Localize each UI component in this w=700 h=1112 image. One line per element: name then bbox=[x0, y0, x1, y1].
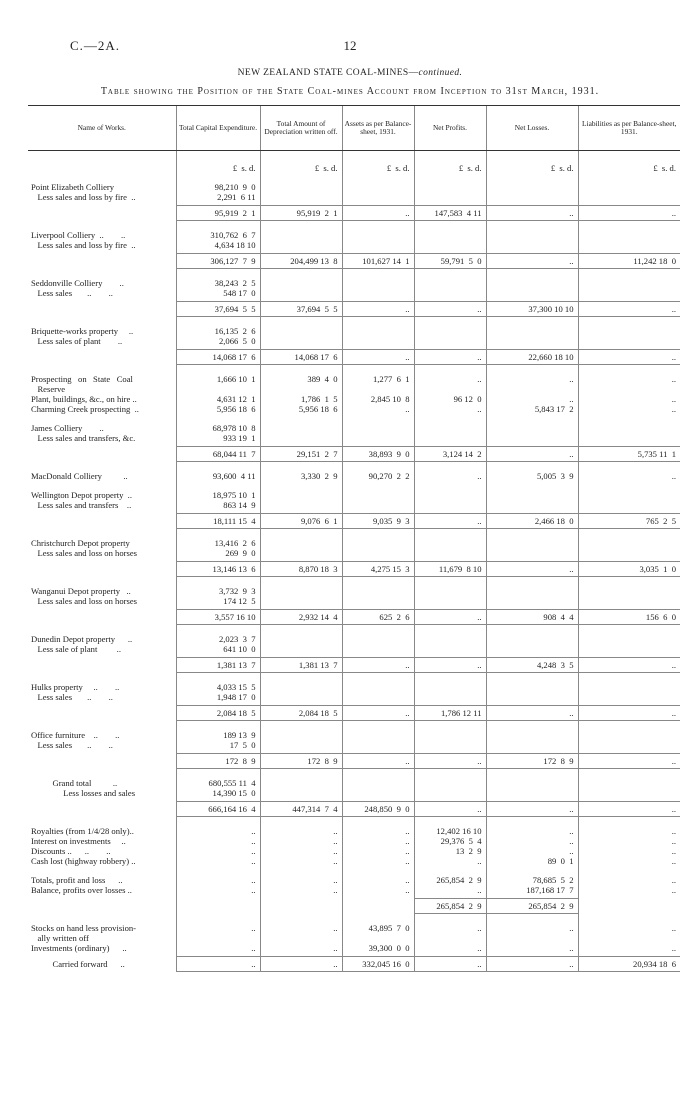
value-cell: .. .. bbox=[414, 923, 486, 953]
value-cell: 625 2 6 bbox=[342, 610, 414, 625]
value-cell bbox=[486, 682, 578, 702]
value-cell: 37,694 5 5 bbox=[260, 302, 342, 317]
value-cell: .. .. .. bbox=[578, 374, 680, 414]
value-cell: 447,314 7 4 bbox=[260, 802, 342, 817]
row-name bbox=[28, 350, 176, 365]
value-cell: .. bbox=[414, 754, 486, 769]
row-name bbox=[28, 610, 176, 625]
page-number: 12 bbox=[343, 38, 357, 53]
row-spacer bbox=[28, 462, 680, 471]
row-name: Seddonville Colliery .. Less sales .. .. bbox=[31, 277, 124, 298]
value-cell bbox=[414, 490, 486, 510]
value-cell bbox=[578, 586, 680, 606]
item-row bbox=[28, 778, 680, 798]
value-cell bbox=[486, 538, 578, 558]
item-row bbox=[28, 278, 680, 298]
document-title: NEW ZEALAND STATE COAL-MINES—continued. bbox=[237, 68, 463, 78]
value-cell bbox=[414, 730, 486, 750]
table-caption: Table showing the Position of the State Coal-mines Account from Inception to 31st March, 1931. bbox=[100, 86, 600, 97]
value-cell: .. .. bbox=[578, 875, 680, 895]
row-name: Dunedin Depot property .. Less sale of plant .. bbox=[31, 633, 133, 654]
subtotal-row bbox=[28, 610, 680, 625]
row-spacer bbox=[28, 365, 680, 374]
value-cell: 11,242 18 0 bbox=[578, 254, 680, 269]
value-cell: 2,932 14 4 bbox=[260, 610, 342, 625]
subtotal-row bbox=[28, 899, 680, 914]
item-row bbox=[28, 634, 680, 654]
value-cell bbox=[342, 230, 414, 250]
value-cell: .. bbox=[578, 206, 680, 221]
row-name: James Colliery .. Less sales and transfers, &c. bbox=[31, 422, 136, 443]
value-cell: .. .. bbox=[176, 875, 260, 895]
subtotal-row bbox=[28, 206, 680, 221]
value-cell: .. bbox=[414, 957, 486, 972]
value-cell: .. .. bbox=[486, 923, 578, 953]
value-cell: 11,679 8 10 bbox=[414, 562, 486, 577]
value-cell bbox=[578, 182, 680, 202]
value-cell bbox=[414, 230, 486, 250]
value-cell bbox=[260, 490, 342, 510]
value-cell: .. bbox=[578, 658, 680, 673]
value-cell: 4,248 3 5 bbox=[486, 658, 578, 673]
value-cell: .. bbox=[578, 706, 680, 721]
row-name: Wellington Depot property .. Less sales and transfers .. bbox=[31, 489, 132, 510]
value-cell bbox=[260, 182, 342, 202]
value-cell bbox=[260, 423, 342, 443]
value-cell bbox=[260, 899, 342, 914]
unit-cell: £ s. d. bbox=[342, 151, 414, 173]
unit-cell: £ s. d. bbox=[260, 151, 342, 173]
value-cell: 172 8 9 bbox=[260, 754, 342, 769]
row-spacer bbox=[28, 577, 680, 586]
value-cell bbox=[260, 730, 342, 750]
value-cell: 14,068 17 6 bbox=[260, 350, 342, 365]
value-cell: 78,685 5 2 187,168 17 7 bbox=[486, 875, 578, 895]
col-header-assets: Assets as per Balance-sheet, 1931. bbox=[342, 106, 414, 151]
value-cell bbox=[342, 730, 414, 750]
value-cell: 2,084 18 5 bbox=[260, 706, 342, 721]
row-spacer bbox=[28, 481, 680, 490]
value-cell bbox=[342, 423, 414, 443]
value-cell: 37,300 10 10 bbox=[486, 302, 578, 317]
row-name: MacDonald Colliery .. bbox=[31, 470, 128, 481]
value-cell: .. .. 5,843 17 2 bbox=[486, 374, 578, 414]
value-cell: 389 4 0 1,786 1 5 5,956 18 6 bbox=[260, 374, 342, 414]
row-name bbox=[28, 802, 176, 817]
row-name bbox=[28, 206, 176, 221]
units-row bbox=[28, 151, 680, 173]
value-cell bbox=[578, 899, 680, 914]
item-row bbox=[28, 826, 680, 866]
subtotal-row bbox=[28, 562, 680, 577]
value-cell: 37,694 5 5 bbox=[176, 302, 260, 317]
item-row bbox=[28, 326, 680, 346]
value-cell: 306,127 7 9 bbox=[176, 254, 260, 269]
value-cell bbox=[578, 423, 680, 443]
value-cell: 265,854 2 9 bbox=[414, 899, 486, 914]
unit-cell: £ s. d. bbox=[414, 151, 486, 173]
row-name bbox=[28, 706, 176, 721]
value-cell: .. bbox=[486, 254, 578, 269]
row-spacer bbox=[28, 625, 680, 634]
value-cell: .. bbox=[414, 514, 486, 529]
value-cell bbox=[342, 182, 414, 202]
value-cell: 3,557 16 10 bbox=[176, 610, 260, 625]
subtotal-row bbox=[28, 254, 680, 269]
item-row bbox=[28, 230, 680, 250]
subtotal-row bbox=[28, 447, 680, 462]
value-cell: 5,005 3 9 bbox=[486, 471, 578, 481]
value-cell: 95,919 2 1 bbox=[176, 206, 260, 221]
row-name: Hulks property .. .. Less sales .. .. bbox=[31, 681, 120, 702]
value-cell: 93,600 4 11 bbox=[176, 471, 260, 481]
value-cell bbox=[342, 634, 414, 654]
row-name bbox=[28, 514, 176, 529]
item-row bbox=[28, 182, 680, 202]
row-name: Liverpool Colliery .. .. Less sales and loss by fire .. bbox=[31, 229, 136, 250]
col-header-profits: Net Profits. bbox=[414, 106, 486, 151]
value-cell: 9,035 9 3 bbox=[342, 514, 414, 529]
value-cell: 3,330 2 9 bbox=[260, 471, 342, 481]
value-cell: .. bbox=[414, 471, 486, 481]
value-cell bbox=[486, 778, 578, 798]
col-header-losses: Net Losses. bbox=[486, 106, 578, 151]
value-cell: 3,035 1 0 bbox=[578, 562, 680, 577]
value-cell: 101,627 14 1 bbox=[342, 254, 414, 269]
value-cell: 12,402 16 10 29,376 5 4 13 2 9 .. bbox=[414, 826, 486, 866]
page-ref: C.—2A. bbox=[70, 38, 121, 53]
value-cell: 189 13 9 17 5 0 bbox=[176, 730, 260, 750]
value-cell bbox=[260, 278, 342, 298]
value-cell bbox=[342, 899, 414, 914]
row-spacer bbox=[28, 317, 680, 326]
value-cell bbox=[486, 326, 578, 346]
value-cell bbox=[414, 682, 486, 702]
item-row bbox=[28, 490, 680, 510]
row-name: Prospecting on State Coal Reserve Plant, buildings, &c., on hire .. Charming Creek prospecting .. bbox=[31, 373, 139, 414]
value-cell: 265,854 2 9 bbox=[486, 899, 578, 914]
value-cell bbox=[486, 182, 578, 202]
value-cell: .. .. .. .. bbox=[578, 826, 680, 866]
value-cell: 332,045 16 0 bbox=[342, 957, 414, 972]
value-cell bbox=[260, 634, 342, 654]
value-cell: 2,084 18 5 bbox=[176, 706, 260, 721]
value-cell bbox=[342, 538, 414, 558]
value-cell: 1,381 13 7 bbox=[260, 658, 342, 673]
value-cell: .. bbox=[342, 350, 414, 365]
value-cell: .. bbox=[176, 957, 260, 972]
value-cell bbox=[342, 682, 414, 702]
row-name: Office furniture .. .. Less sales .. .. bbox=[31, 729, 120, 750]
value-cell: 908 4 4 bbox=[486, 610, 578, 625]
row-name bbox=[28, 562, 176, 577]
item-row bbox=[28, 374, 680, 414]
row-name: Carried forward .. bbox=[31, 959, 125, 969]
value-cell: 90,270 2 2 bbox=[342, 471, 414, 481]
unit-cell: £ s. d. bbox=[486, 151, 578, 173]
value-cell: 310,762 6 7 4,634 18 10 bbox=[176, 230, 260, 250]
value-cell: 9,076 6 1 bbox=[260, 514, 342, 529]
value-cell: 172 8 9 bbox=[176, 754, 260, 769]
item-row bbox=[28, 423, 680, 443]
value-cell bbox=[578, 538, 680, 558]
row-name: Briquette-works property .. Less sales of plant .. bbox=[31, 325, 134, 346]
value-cell: .. 96 12 0 .. bbox=[414, 374, 486, 414]
value-cell: 2,023 3 7 641 10 0 bbox=[176, 634, 260, 654]
value-cell: .. bbox=[342, 754, 414, 769]
value-cell: .. .. bbox=[260, 875, 342, 895]
value-cell bbox=[414, 778, 486, 798]
value-cell: .. bbox=[342, 302, 414, 317]
row-name bbox=[28, 254, 176, 269]
value-cell: .. .. .. .. bbox=[260, 826, 342, 866]
value-cell bbox=[414, 278, 486, 298]
value-cell: .. bbox=[414, 802, 486, 817]
row-spacer bbox=[28, 529, 680, 538]
value-cell: 1,786 12 11 bbox=[414, 706, 486, 721]
row-name: Grand total .. Less losses and sales bbox=[52, 777, 136, 798]
value-cell: 29,151 2 7 bbox=[260, 447, 342, 462]
value-cell: .. bbox=[578, 754, 680, 769]
value-cell bbox=[486, 634, 578, 654]
value-cell: .. bbox=[486, 447, 578, 462]
value-cell: .. .. bbox=[260, 923, 342, 953]
value-cell: 16,135 2 6 2,066 5 0 bbox=[176, 326, 260, 346]
row-spacer bbox=[28, 866, 680, 875]
value-cell: 8,870 18 3 bbox=[260, 562, 342, 577]
value-cell: 43,895 7 0 39,300 0 0 bbox=[342, 923, 414, 953]
value-cell: 4,275 15 3 bbox=[342, 562, 414, 577]
value-cell: .. bbox=[486, 957, 578, 972]
value-cell: .. bbox=[486, 802, 578, 817]
col-header-liabilities: Liabilities as per Balance-sheet, 1931. bbox=[578, 106, 680, 151]
value-cell: 1,381 13 7 bbox=[176, 658, 260, 673]
table-header-row bbox=[28, 106, 680, 151]
value-cell: 38,893 9 0 bbox=[342, 447, 414, 462]
value-cell: 265,854 2 9 .. bbox=[414, 875, 486, 895]
value-cell: 2,466 18 0 bbox=[486, 514, 578, 529]
value-cell bbox=[342, 326, 414, 346]
value-cell bbox=[486, 586, 578, 606]
value-cell: .. bbox=[578, 471, 680, 481]
value-cell: 765 2 5 bbox=[578, 514, 680, 529]
row-spacer bbox=[28, 173, 680, 182]
subtotal-row bbox=[28, 957, 680, 972]
value-cell bbox=[260, 538, 342, 558]
value-cell: .. bbox=[486, 562, 578, 577]
value-cell: 5,735 11 1 bbox=[578, 447, 680, 462]
row-spacer bbox=[28, 769, 680, 778]
value-cell bbox=[414, 634, 486, 654]
col-header-capital: Total Capital Expenditure. bbox=[176, 106, 260, 151]
row-name bbox=[28, 302, 176, 317]
value-cell: .. bbox=[414, 302, 486, 317]
value-cell: 95,919 2 1 bbox=[260, 206, 342, 221]
value-cell bbox=[342, 586, 414, 606]
value-cell: 13,146 13 6 bbox=[176, 562, 260, 577]
value-cell: .. bbox=[342, 206, 414, 221]
subtotal-row bbox=[28, 754, 680, 769]
row-spacer bbox=[28, 721, 680, 730]
row-spacer bbox=[28, 817, 680, 826]
value-cell: 666,164 16 4 bbox=[176, 802, 260, 817]
value-cell: 248,850 9 0 bbox=[342, 802, 414, 817]
value-cell: .. bbox=[414, 658, 486, 673]
value-cell bbox=[486, 730, 578, 750]
value-cell: 22,660 18 10 bbox=[486, 350, 578, 365]
value-cell: 68,044 11 7 bbox=[176, 447, 260, 462]
value-cell: .. bbox=[342, 706, 414, 721]
value-cell: .. .. bbox=[342, 875, 414, 895]
row-spacer bbox=[28, 414, 680, 423]
value-cell: 18,111 15 4 bbox=[176, 514, 260, 529]
row-name: Christchurch Depot property Less sales and loss on horses bbox=[31, 537, 137, 558]
value-cell: 204,499 13 8 bbox=[260, 254, 342, 269]
unit-cell: £ s. d. bbox=[176, 151, 260, 173]
value-cell bbox=[578, 634, 680, 654]
coal-mines-table bbox=[28, 105, 680, 972]
value-cell bbox=[486, 490, 578, 510]
subtotal-row bbox=[28, 302, 680, 317]
value-cell: 68,978 10 8 933 19 1 bbox=[176, 423, 260, 443]
item-row bbox=[28, 923, 680, 953]
value-cell bbox=[578, 326, 680, 346]
row-name: Wanganui Depot property .. Less sales and loss on horses bbox=[31, 585, 137, 606]
item-row bbox=[28, 682, 680, 702]
value-cell: .. bbox=[578, 802, 680, 817]
value-cell bbox=[578, 230, 680, 250]
value-cell bbox=[260, 326, 342, 346]
row-name bbox=[28, 754, 176, 769]
row-name: Point Elizabeth Colliery Less sales and loss by fire .. bbox=[31, 181, 136, 202]
value-cell: .. bbox=[260, 957, 342, 972]
value-cell: .. bbox=[486, 206, 578, 221]
item-row bbox=[28, 586, 680, 606]
value-cell: 156 6 0 bbox=[578, 610, 680, 625]
value-cell: 172 8 9 bbox=[486, 754, 578, 769]
value-cell: .. .. bbox=[578, 923, 680, 953]
value-cell: 1,277 6 1 2,845 10 8 .. bbox=[342, 374, 414, 414]
item-row bbox=[28, 730, 680, 750]
value-cell bbox=[578, 490, 680, 510]
value-cell bbox=[260, 682, 342, 702]
value-cell bbox=[342, 778, 414, 798]
row-name: Royalties (from 1/4/28 only).. Interest on investments .. Discounts .. .. .. Cash lost (highway robbery) .. bbox=[31, 825, 136, 866]
value-cell bbox=[342, 490, 414, 510]
value-cell bbox=[260, 586, 342, 606]
value-cell: 98,210 9 0 2,291 6 11 bbox=[176, 182, 260, 202]
value-cell bbox=[486, 278, 578, 298]
value-cell: .. bbox=[414, 350, 486, 365]
subtotal-row bbox=[28, 658, 680, 673]
value-cell bbox=[342, 278, 414, 298]
value-cell: 14,068 17 6 bbox=[176, 350, 260, 365]
value-cell: 3,124 14 2 bbox=[414, 447, 486, 462]
row-name: Stocks on hand less provision- ally written off Investments (ordinary) .. bbox=[31, 922, 137, 953]
value-cell bbox=[260, 778, 342, 798]
value-cell: 38,243 2 5 548 17 0 bbox=[176, 278, 260, 298]
subtotal-row bbox=[28, 514, 680, 529]
row-name: Totals, profit and loss .. Balance, profits over losses .. bbox=[31, 874, 132, 895]
value-cell bbox=[260, 230, 342, 250]
item-row bbox=[28, 471, 680, 481]
value-cell: .. .. bbox=[176, 923, 260, 953]
row-spacer bbox=[28, 914, 680, 923]
value-cell bbox=[176, 899, 260, 914]
value-cell bbox=[578, 778, 680, 798]
subtotal-row bbox=[28, 350, 680, 365]
value-cell: .. bbox=[578, 350, 680, 365]
value-cell: .. .. .. 89 0 1 bbox=[486, 826, 578, 866]
page-header bbox=[0, 38, 700, 58]
row-spacer bbox=[28, 269, 680, 278]
value-cell: 4,033 15 5 1,948 17 0 bbox=[176, 682, 260, 702]
value-cell bbox=[486, 230, 578, 250]
row-name bbox=[28, 658, 176, 673]
value-cell bbox=[486, 423, 578, 443]
value-cell bbox=[578, 730, 680, 750]
value-cell: 3,732 9 3 174 12 5 bbox=[176, 586, 260, 606]
value-cell bbox=[414, 586, 486, 606]
value-cell: 1,666 10 1 4,631 12 1 5,956 18 6 bbox=[176, 374, 260, 414]
row-spacer bbox=[28, 673, 680, 682]
value-cell bbox=[414, 423, 486, 443]
item-row bbox=[28, 538, 680, 558]
subtotal-row bbox=[28, 802, 680, 817]
value-cell: 147,583 4 11 bbox=[414, 206, 486, 221]
value-cell: 20,934 18 6 bbox=[578, 957, 680, 972]
value-cell: 59,791 5 0 bbox=[414, 254, 486, 269]
value-cell: .. bbox=[342, 658, 414, 673]
row-spacer bbox=[28, 221, 680, 230]
value-cell bbox=[414, 538, 486, 558]
value-cell bbox=[414, 326, 486, 346]
item-row bbox=[28, 875, 680, 895]
unit-cell: £ s. d. bbox=[578, 151, 680, 173]
row-name bbox=[28, 899, 176, 914]
value-cell bbox=[578, 278, 680, 298]
value-cell: 13,416 2 6 269 9 0 bbox=[176, 538, 260, 558]
value-cell: 680,555 11 4 14,390 15 0 bbox=[176, 778, 260, 798]
col-header-name: Name of Works. bbox=[28, 106, 176, 151]
col-header-depreciation: Total Amount of Depreciation written off. bbox=[260, 106, 342, 151]
value-cell bbox=[578, 682, 680, 702]
subtotal-row bbox=[28, 706, 680, 721]
value-cell: .. .. .. .. bbox=[176, 826, 260, 866]
table-body bbox=[28, 151, 680, 972]
value-cell: .. bbox=[486, 706, 578, 721]
value-cell bbox=[414, 182, 486, 202]
value-cell: 18,975 10 1 863 14 9 bbox=[176, 490, 260, 510]
value-cell: .. bbox=[578, 302, 680, 317]
value-cell: .. .. .. .. bbox=[342, 826, 414, 866]
row-name bbox=[28, 447, 176, 462]
value-cell: .. bbox=[414, 610, 486, 625]
